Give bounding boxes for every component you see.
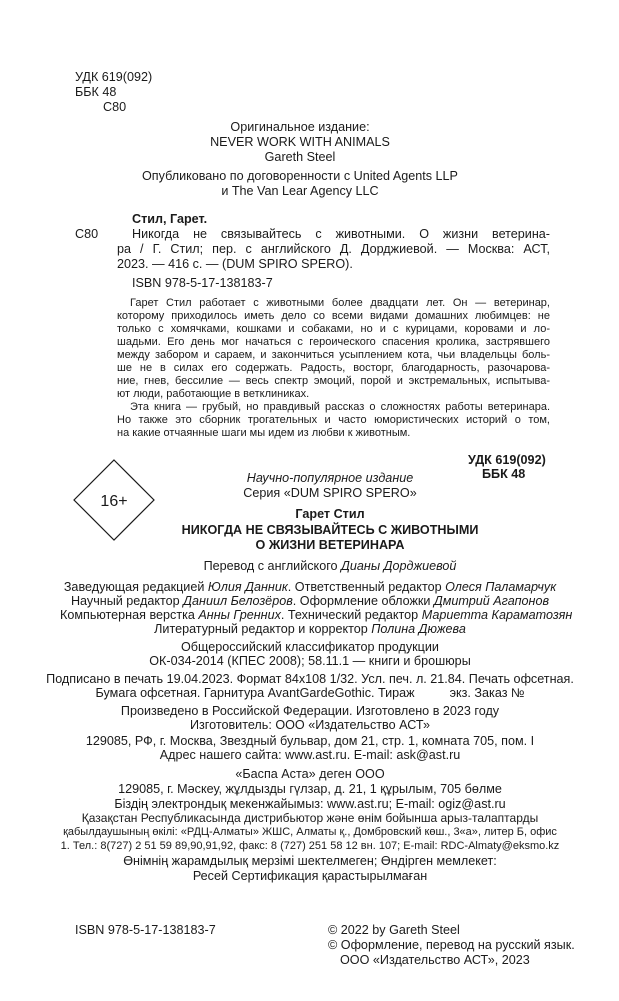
- author-name: Гарет Стил: [295, 507, 365, 521]
- catalog-isbn: ISBN 978-5-17-138183-7: [132, 276, 273, 290]
- annotation-line: ше не в силах его содержать. Радость, восторг, благодарность, разочарова-: [117, 362, 550, 374]
- copyright-line-3: ООО «Издательство АСТ», 2023: [340, 953, 530, 967]
- annotation-line: ние, гнев, бессилие — весь спектр эмоций, порой и экстремальных, испытыва-: [117, 375, 550, 387]
- bbk-code-right: ББК 48: [482, 467, 526, 481]
- kz-line-3: Біздің электрондық мекенжайымыз: www.ast.ru; E-mail: ogiz@ast.ru: [114, 797, 506, 811]
- translation: Перевод с английского Дианы Дорджиевой: [203, 559, 457, 573]
- kz-line-8: Ресей Сертификация қарастырылмаған: [192, 869, 428, 883]
- copyright-line-2: © Оформление, перевод на русский язык.: [328, 938, 575, 952]
- catalog-author: Стил, Гарет.: [132, 212, 208, 226]
- kz-line-1: «Баспа Аста» деген ООО: [235, 767, 385, 781]
- annotation-line: на какие отчаянные шаги мы идем из любви к животным.: [117, 427, 411, 439]
- original-edition-label: Оригинальное издание:: [230, 120, 370, 134]
- annotation-line: между забором и сараем, и закончиться усыплением кота, чьи владельцы боль-: [117, 349, 550, 361]
- book-title-line-1: НИКОГДА НЕ СВЯЗЫВАЙТЕСЬ С ЖИВОТНЫМИ: [181, 523, 479, 537]
- bbk-code: ББК 48: [75, 85, 117, 99]
- original-title: NEVER WORK WITH ANIMALS: [210, 135, 390, 149]
- catalog-code: С80: [75, 227, 99, 241]
- credits-line-4: Литературный редактор и корректор Полина Дюжева: [154, 622, 466, 636]
- catalog-line-3: 2023. — 416 с. — (DUM SPIRO SPERO).: [117, 257, 353, 271]
- agreement-line-1: Опубликовано по договоренности с United Agents LLP: [142, 169, 458, 183]
- annotation-line: Гарет Стил работает с животными более двадцати лет. Он — ветеринар,: [130, 297, 550, 309]
- kz-line-2: 129085, г. Мәскеу, жұлдызды гүлзар, д. 21, 1 құрылым, 705 бөлме: [118, 782, 502, 796]
- catalog-line-2: ра / Г. Стил; пер. с английского Д. Дорджиевой. — Москва: АСТ,: [117, 242, 550, 256]
- annotation-line: Но также это сборник трогательных и часто юмористических историй о том,: [117, 414, 550, 426]
- annotation-line: только с хомячками, кошками и собаками, но и с курицами, коровами и ло-: [117, 323, 550, 335]
- credits-line-2: Научный редактор Даниил Белозёров. Оформление обложки Дмитрий Агапонов: [70, 594, 550, 608]
- catalog-line-1: Никогда не связывайтесь с животными. О жизни ветерина-: [132, 227, 550, 241]
- kz-line-6: 1. Тел.: 8(727) 2 51 59 89,90,91,92, факс: 8 (727) 251 58 12 вн. 107; E-mail: RDC-Almaty@eksmo.kz: [60, 840, 560, 852]
- annotation-line: Эта книга — грубый, но правдивый рассказ о сложностях работы ветеринара.: [130, 401, 550, 413]
- printing-line-1: Подписано в печать 19.04.2023. Формат 84x108 1/32. Усл. печ. л. 21.84. Печать офсетная.: [46, 672, 574, 686]
- isbn-bottom: ISBN 978-5-17-138183-7: [75, 923, 216, 937]
- credits-line-3: Компьютерная верстка Анны Гренних. Технический редактор Мариетта Караматозян: [60, 608, 573, 622]
- producer-address: 129085, РФ, г. Москва, Звездный бульвар, дом 21, стр. 1, комната 705, пом. I: [85, 734, 535, 748]
- udk-code: УДК 619(092): [75, 70, 153, 84]
- annotation-line: ют люди, работающие в ветклиниках.: [117, 388, 310, 400]
- kz-line-4: Қазақстан Республикасында дистрибьютор және өнім бойынша арыз-талаптарды: [81, 811, 539, 825]
- classifier-line-1: Общероссийский классификатор продукции: [181, 640, 439, 654]
- credits-line-1: Заведующая редакцией Юлия Данник. Ответственный редактор Олеся Паламарчук: [63, 580, 557, 594]
- original-author: Gareth Steel: [264, 150, 336, 164]
- agreement-line-2: и The Van Lear Agency LLC: [221, 184, 379, 198]
- age-rating-text: 16+: [100, 493, 128, 510]
- producer-line-1: Произведено в Российской Федерации. Изготовлено в 2023 году: [120, 704, 500, 718]
- kz-line-7: Өнімнің жарамдылық мерзімі шектелмеген; Өндірген мемлекет:: [123, 854, 497, 868]
- classifier-line-2: ОК-034-2014 (КПЕС 2008); 58.11.1 — книги и брошюры: [149, 654, 471, 668]
- producer-line-2: Изготовитель: ООО «Издательство АСТ»: [189, 718, 431, 732]
- annotation-line: шадьми. Его день мог начаться с героического спасения кролика, застрявшего: [117, 336, 550, 348]
- printing-line-2: Бумага офсетная. Гарнитура AvantGardeGothic. Тираж экз. Заказ №: [95, 686, 525, 700]
- series: Серия «DUM SPIRO SPERO»: [243, 486, 417, 500]
- annotation-line: которому приходилось иметь дело со всеми видами домашних любимцев: не: [117, 310, 550, 322]
- author-sign-code: С80: [103, 100, 127, 114]
- producer-website: Адрес нашего сайта: www.ast.ru. E-mail: ask@ast.ru: [159, 748, 461, 762]
- book-title-line-2: О ЖИЗНИ ВЕТЕРИНАРА: [255, 538, 405, 552]
- copyright-line-1: © 2022 by Gareth Steel: [328, 923, 460, 937]
- udk-code-right: УДК 619(092): [468, 453, 546, 467]
- edition-type: Научно-популярное издание: [246, 471, 414, 485]
- kz-line-5: қабылдаушының өкілі: «РДЦ-Алматы» ЖШС, Алматы қ., Домбровский көш., 3«а», литер Б, офис: [63, 826, 557, 838]
